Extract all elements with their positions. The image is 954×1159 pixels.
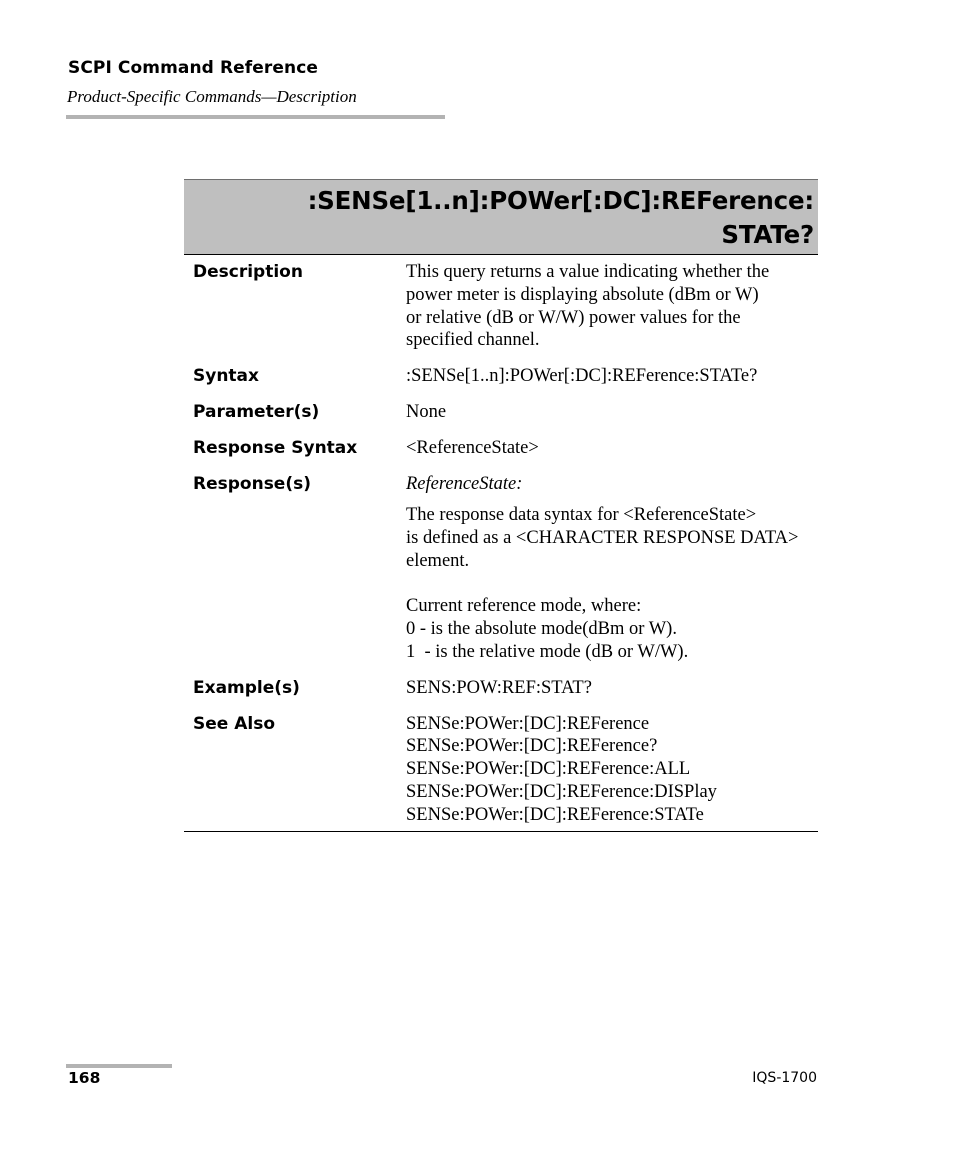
syntax-row — [184, 360, 818, 396]
mode-line: 0 - is the absolute mode(dBm or W). — [406, 618, 677, 639]
responses-text — [406, 468, 814, 671]
see-also-label: See Also — [193, 713, 276, 734]
spacer — [406, 572, 814, 595]
description-line: This query returns a value indicating whether the — [406, 262, 770, 282]
header-divider — [66, 115, 445, 119]
command-title — [308, 184, 814, 252]
responses-label: Response(s) — [193, 474, 311, 495]
response-syntax-row — [184, 432, 818, 468]
parameters-row — [184, 396, 818, 432]
description-line: specified channel. — [406, 330, 540, 351]
description-line: or relative (dB or W/W) power values for the — [406, 307, 741, 328]
reference-mode-list — [406, 595, 814, 663]
description-label: Description — [193, 262, 303, 282]
responses-row — [184, 468, 818, 671]
response-line: The response data syntax for <ReferenceState> — [406, 504, 757, 525]
command-title-box — [184, 179, 818, 255]
description-text — [406, 256, 814, 360]
see-also-item: SENSe:POWer:[DC]:REFerence:ALL — [406, 759, 691, 780]
table-bottom-divider — [184, 831, 818, 832]
description-row — [184, 256, 818, 360]
section-subtitle: Product-Specific Commands—Description — [67, 87, 357, 106]
section-title: SCPI Command Reference — [68, 58, 319, 78]
command-detail-table — [184, 256, 818, 833]
see-also-item: SENSe:POWer:[DC]:REFerence? — [406, 736, 658, 757]
mode-line: Current reference mode, where: — [406, 596, 642, 617]
syntax-label: Syntax — [193, 366, 259, 387]
see-also-list — [406, 708, 814, 833]
response-description — [406, 504, 814, 572]
command-title-line-1: :SENSe[1..n]:POWer[:DC]:REFerence: — [307, 186, 814, 215]
see-also-item: SENSe:POWer:[DC]:REFerence:DISPlay — [406, 781, 717, 802]
description-line: power meter is displaying absolute (dBm or W) — [406, 284, 759, 305]
see-also-item: SENSe:POWer:[DC]:REFerence — [406, 713, 650, 734]
response-syntax-value: <ReferenceState> — [406, 438, 539, 459]
see-also-row — [184, 708, 818, 833]
footer-divider — [66, 1064, 172, 1068]
examples-label: Example(s) — [193, 677, 300, 698]
response-line: element. — [406, 550, 470, 571]
syntax-value: :SENSe[1..n]:POWer[:DC]:REFerence:STATe? — [406, 366, 758, 387]
response-parameter-name: ReferenceState: — [406, 474, 523, 495]
response-syntax-label: Response Syntax — [193, 438, 358, 459]
response-line: is defined as a <CHARACTER RESPONSE DATA> — [406, 527, 799, 548]
parameters-label: Parameter(s) — [193, 402, 320, 423]
examples-value: SENS:POW:REF:STAT? — [406, 677, 592, 698]
examples-row — [184, 672, 818, 708]
mode-line: 1 - is the relative mode (dB or W/W). — [406, 641, 689, 662]
see-also-item: SENSe:POWer:[DC]:REFerence:STATe — [406, 804, 704, 825]
product-name: IQS-1700 — [752, 1070, 817, 1086]
page-number: 168 — [68, 1069, 101, 1087]
parameters-value: None — [406, 402, 447, 423]
command-title-line-2: STATe? — [721, 220, 814, 249]
